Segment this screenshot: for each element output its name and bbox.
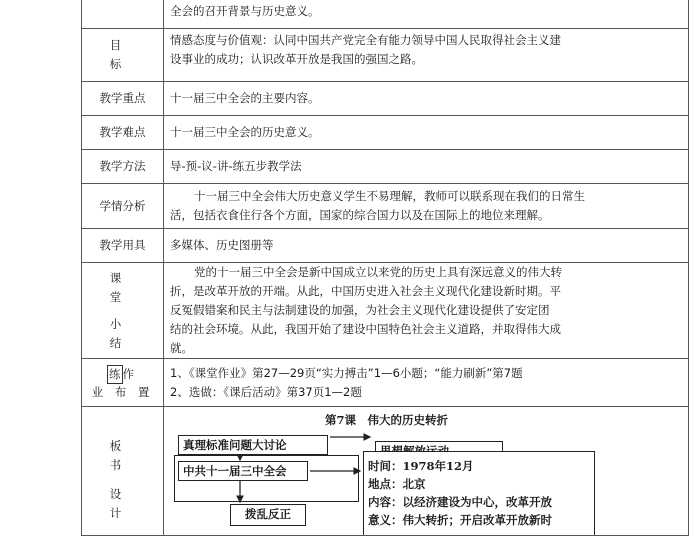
- difficulty-text: 十一届三中全会的历史意义。: [164, 116, 689, 150]
- homework-label-box: 练: [107, 365, 123, 384]
- board-title: 第7课 伟大的历史转折: [325, 413, 449, 427]
- analysis-text: [164, 184, 689, 229]
- key-point-label: 教学重点: [82, 82, 164, 116]
- method-label: 教学方法: [82, 150, 164, 184]
- detail-line: 地点：北京: [368, 477, 426, 491]
- key-point-row: [82, 82, 689, 116]
- goal-text: [164, 29, 689, 82]
- lesson-plan-table: [81, 0, 689, 536]
- summary-line: 就。: [170, 341, 193, 355]
- summary-line: 结的社会环境。从此，我国开始了建设中国特色社会主义道路，并取得伟大成: [170, 322, 561, 336]
- homework-line: 2、选做：《课后活动》第37页1—2题: [170, 384, 362, 399]
- board-diagram: [170, 407, 682, 535]
- summary-label-line: 小 结: [109, 316, 161, 350]
- analysis-line: 十一届三中全会伟大历史意义学生不易理解，教师可以联系现在我们的日常生: [194, 189, 585, 203]
- detail-line: 内容：以经济建设为中心，改革开放: [368, 495, 552, 509]
- board-label-line: 板 书: [109, 439, 161, 472]
- tools-row: [82, 229, 689, 263]
- detail-line: 意义：伟大转折；开启改革开放新时: [368, 513, 552, 527]
- detail-line: 时间：1978年12月: [368, 459, 474, 473]
- board-label: [82, 407, 164, 536]
- analysis-row: [82, 184, 689, 229]
- key-point-text: 十一届三中全会的主要内容。: [164, 82, 689, 116]
- box-truth-discussion: 真理标准问题大讨论: [178, 435, 328, 455]
- analysis-label: 学情分析: [82, 184, 164, 229]
- homework-label: [82, 359, 164, 407]
- goal-row: [82, 29, 689, 82]
- board-label-line: 设 计: [109, 487, 161, 520]
- homework-label-line: 作: [122, 366, 138, 381]
- tools-label: 教学用具: [82, 229, 164, 263]
- goal-line: 设事业的成功；认识改革开放是我国的强国之路。: [170, 52, 423, 66]
- difficulty-label: 教学难点: [82, 116, 164, 150]
- box-third-plenum: 中共十一届三中全会: [178, 461, 308, 481]
- summary-row: [82, 263, 689, 359]
- box-plenum-details: [363, 451, 595, 536]
- summary-text: [164, 263, 689, 359]
- homework-text: [164, 359, 689, 407]
- board-design: [164, 407, 689, 536]
- summary-line: 党的十一届三中全会是新中国成立以来党的历史上具有深远意义的伟大转: [194, 265, 562, 279]
- summary-line: 折，是改革开放的开端。从此，中国历史进入社会主义现代化建设新时期。平: [170, 284, 561, 298]
- analysis-line: 活，包括衣食住行各个方面，国家的综合国力以及在国际上的地位来理解。: [170, 208, 550, 222]
- difficulty-row: [82, 116, 689, 150]
- board-row: [82, 407, 689, 536]
- box-set-things-right: 拨乱反正: [230, 504, 306, 526]
- tools-text: 多媒体、历史图册等: [164, 229, 689, 263]
- method-row: [82, 150, 689, 184]
- summary-label-line: 课 堂: [109, 270, 161, 304]
- goal-continued-text: 全会的召开背景与历史意义。: [164, 0, 689, 29]
- summary-line: 反冤假错案和民主与法制建设的加强，为社会主义现代化建设提供了安定团: [170, 303, 550, 317]
- homework-row: [82, 359, 689, 407]
- goal-line: 情感态度与价值观：认同中国共产党完全有能力领导中国人民取得社会主义建: [170, 33, 561, 47]
- goal-continued-row: [82, 0, 689, 29]
- summary-label: [82, 263, 164, 359]
- homework-line: 1、《课堂作业》第27—29页“实力搏击”1—6小题；“能力刷新”第7题: [170, 365, 523, 380]
- homework-label-line: 业 布 置: [91, 384, 154, 399]
- goal-label: 目 标: [82, 29, 164, 82]
- goal-continued-label: [82, 0, 164, 29]
- method-text: 导-预-议-讲-练五步教学法: [164, 150, 689, 184]
